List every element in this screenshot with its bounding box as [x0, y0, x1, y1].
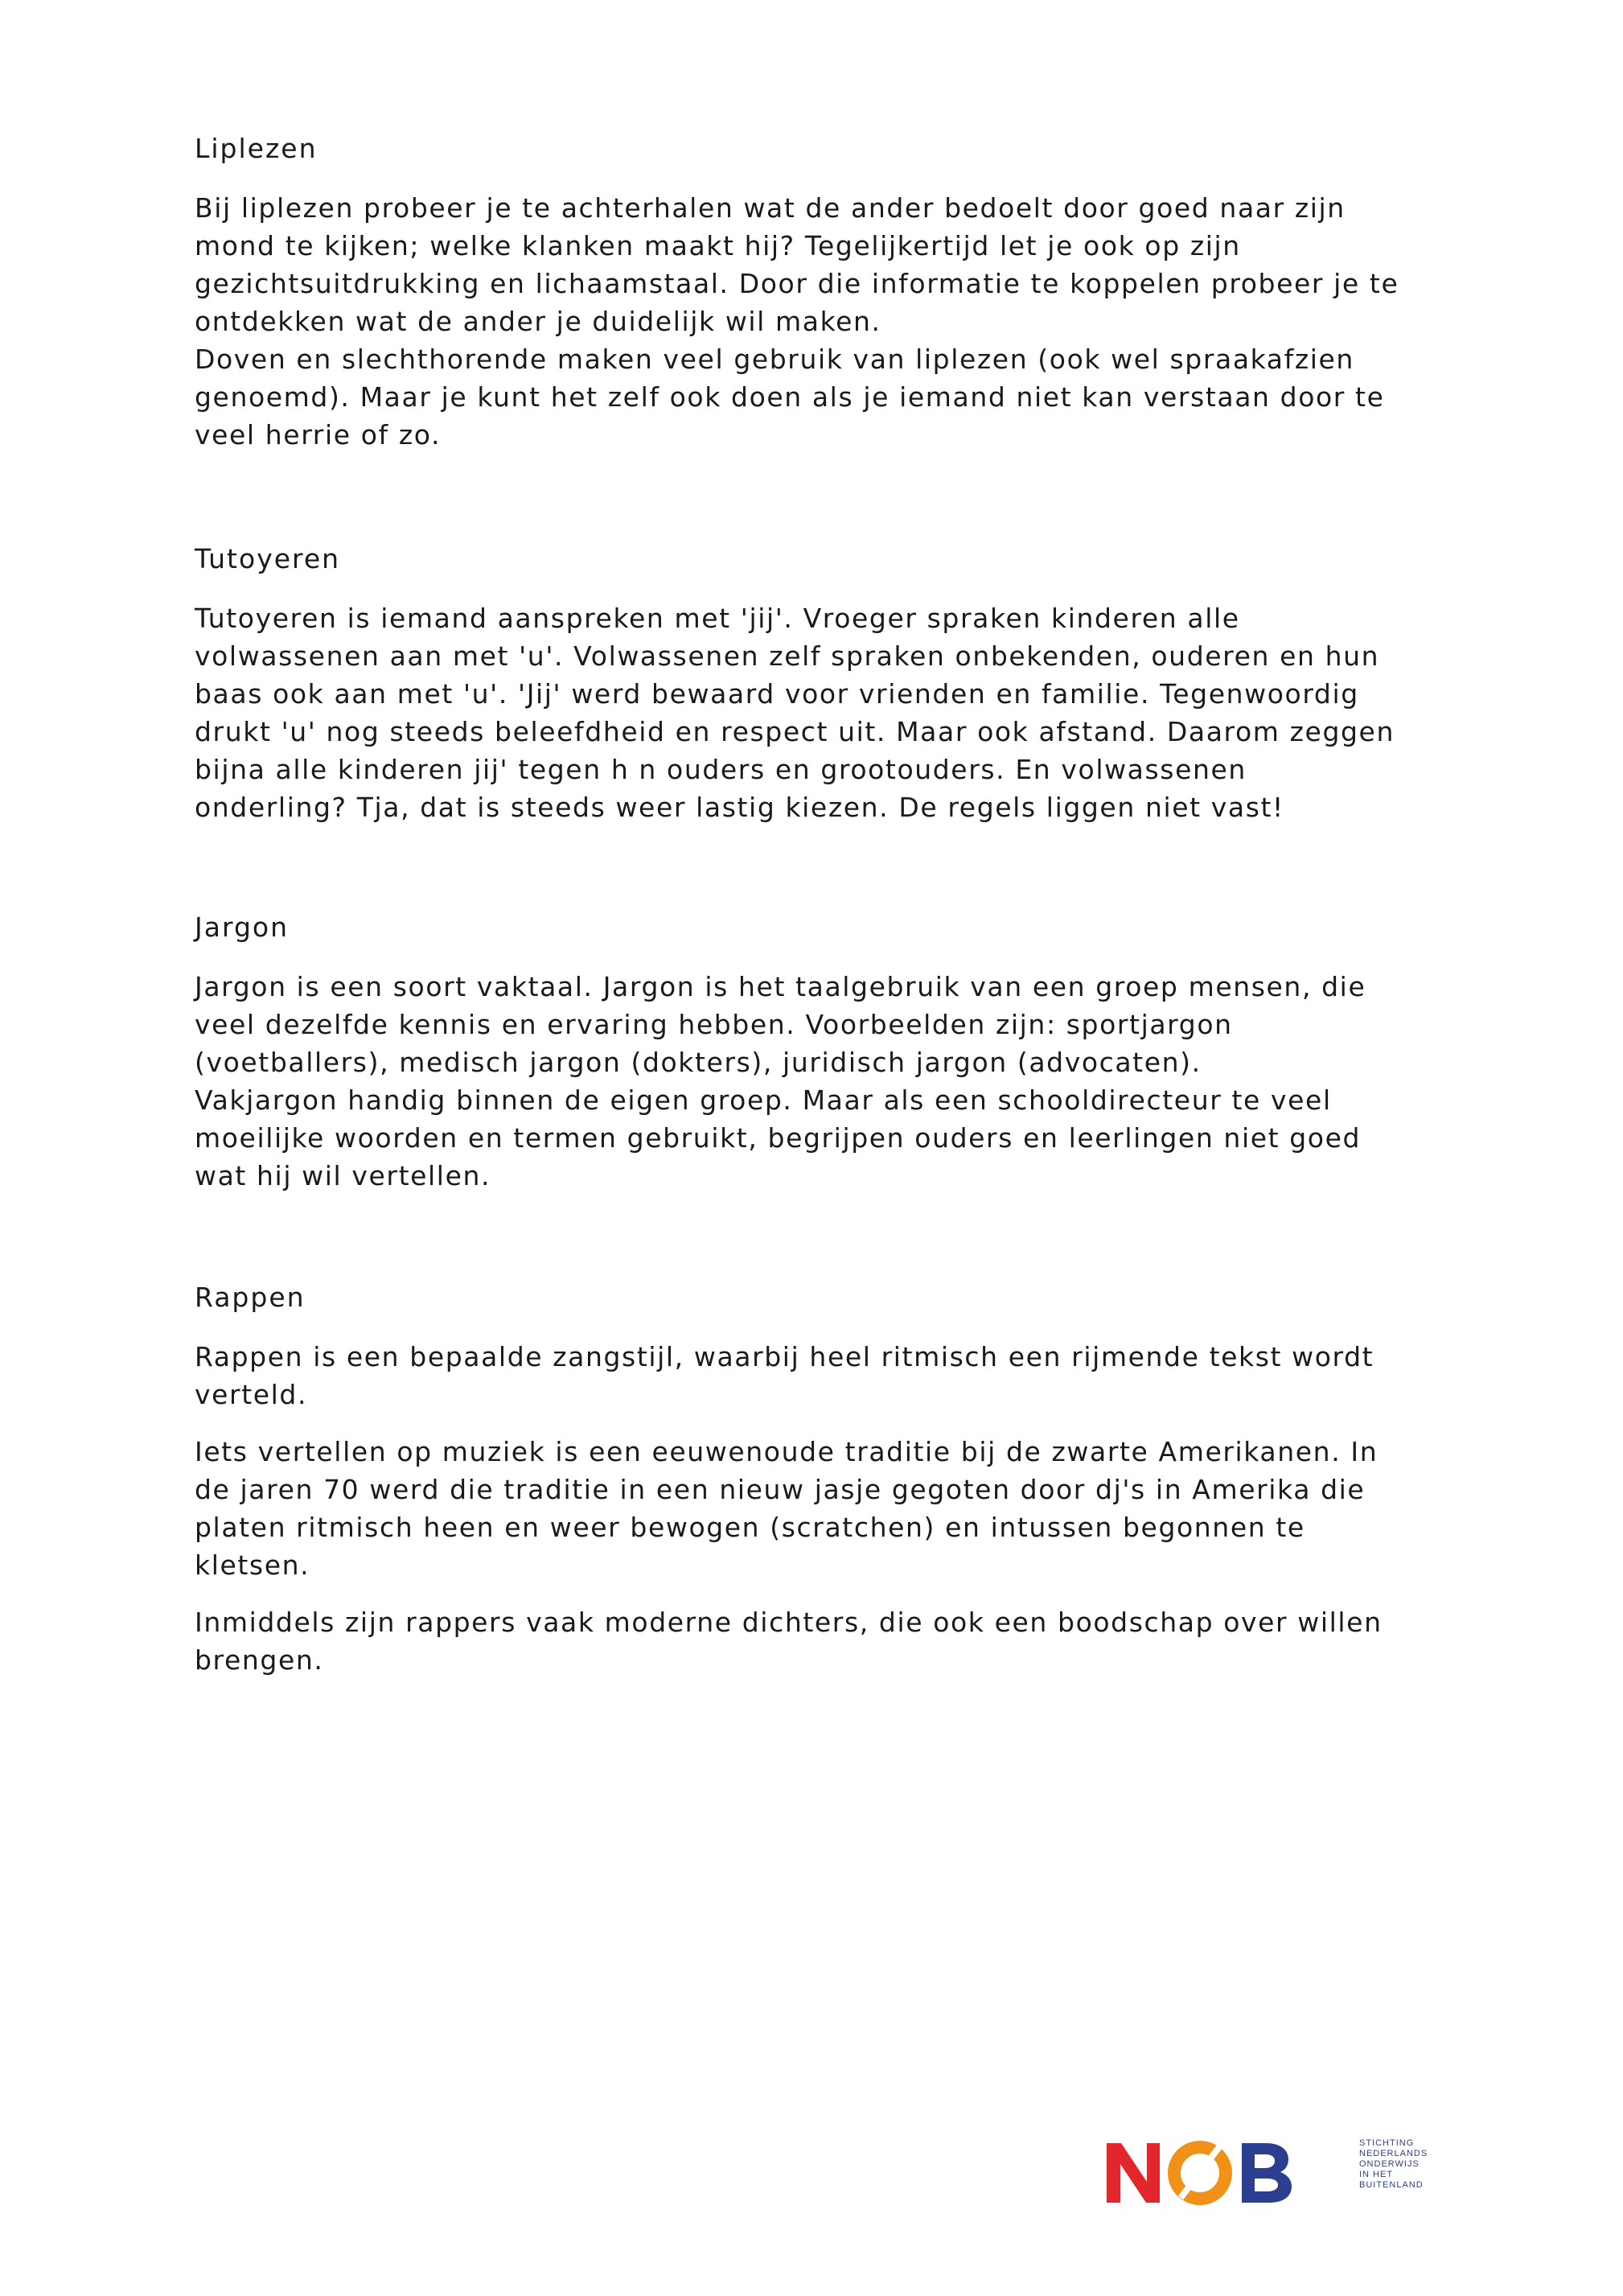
logo-text-line: IN HET	[1359, 2170, 1394, 2179]
logo-text-line: NEDERLANDS	[1359, 2149, 1428, 2158]
section-title: Jargon	[195, 911, 289, 943]
logo-text-line: STICHTING	[1359, 2138, 1415, 2148]
paragraph: Bij liplezen probeer je te achterhalen wat de ander bedoelt door goed naar zijn mond te kijken; welke klanken maakt hij? Tegelijkertijd let je ook op zijn gezichtsuitdrukking en lichaamstaal. Door die informatie te koppelen probeer je te ontdekken wat de ander je duidelijk wil maken. Doven en slechthorende maken veel gebruik van liplezen (ook wel spraakafzien genoemd). Maar je kunt het zelf ook doen als je iemand niet kan verstaan door te veel herrie of zo.	[195, 192, 1399, 451]
paragraph: Inmiddels zijn rappers vaak moderne dichters, die ook een boodschap over willen brengen.	[195, 1607, 1383, 1676]
nob-logo	[1100, 2132, 1446, 2212]
paragraph: Jargon is een soort vaktaal. Jargon is het taalgebruik van een groep mensen, die veel dezelfde kennis en ervaring hebben. Voorbeelden zijn: sportjargon (voetballers), medisch jargon (dokters), juridisch jargon (advocaten). Vakjargon handig binnen de eigen groep. Maar als een schooldirecteur te veel moeilijke woorden en termen gebruikt, begrijpen ouders en leerlingen niet goed wat hij wil vertellen.	[195, 971, 1366, 1191]
section-title: Liplezen	[195, 133, 318, 164]
section-liplezen	[195, 130, 1399, 454]
section-rappen	[195, 1279, 1383, 1679]
section-jargon	[195, 909, 1366, 1195]
section-title: Rappen	[195, 1282, 306, 1313]
logo-text-line: ONDERWIJS	[1359, 2159, 1420, 2169]
section-title: Tutoyeren	[195, 543, 341, 574]
logo-text-line: BUITENLAND	[1359, 2180, 1424, 2190]
section-tutoyeren	[195, 541, 1395, 826]
paragraph: Tutoyeren is iemand aanspreken met 'jij'. Vroeger spraken kinderen alle volwassenen aan met 'u'. Volwassenen zelf spraken onbekenden, ouderen en hun baas ook aan met 'u'. 'Jij' werd bewaard voor vrienden en familie. Tegenwoordig drukt 'u' nog steeds beleefdheid en respect uit. Maar ook afstand. Daarom zeggen bijna alle kinderen jij' tegen h n ouders en grootouders. En volwassenen onderling? Tja, dat is steeds weer lastig kiezen. De regels liggen niet vast!	[195, 603, 1395, 823]
paragraph: Rappen is een bepaalde zangstijl, waarbij heel ritmisch een rijmende tekst wordt verteld.	[195, 1341, 1374, 1410]
logo-text	[1359, 2138, 1428, 2191]
nob-logo-icon	[1100, 2132, 1301, 2212]
paragraph: Iets vertellen op muziek is een eeuwenoude traditie bij de zwarte Amerikanen. In de jaren 70 werd die traditie in een nieuw jasje gegoten door dj's in Amerika die platen ritmisch heen en weer bewogen (scratchen) en intussen begonnen te kletsen.	[195, 1436, 1379, 1581]
